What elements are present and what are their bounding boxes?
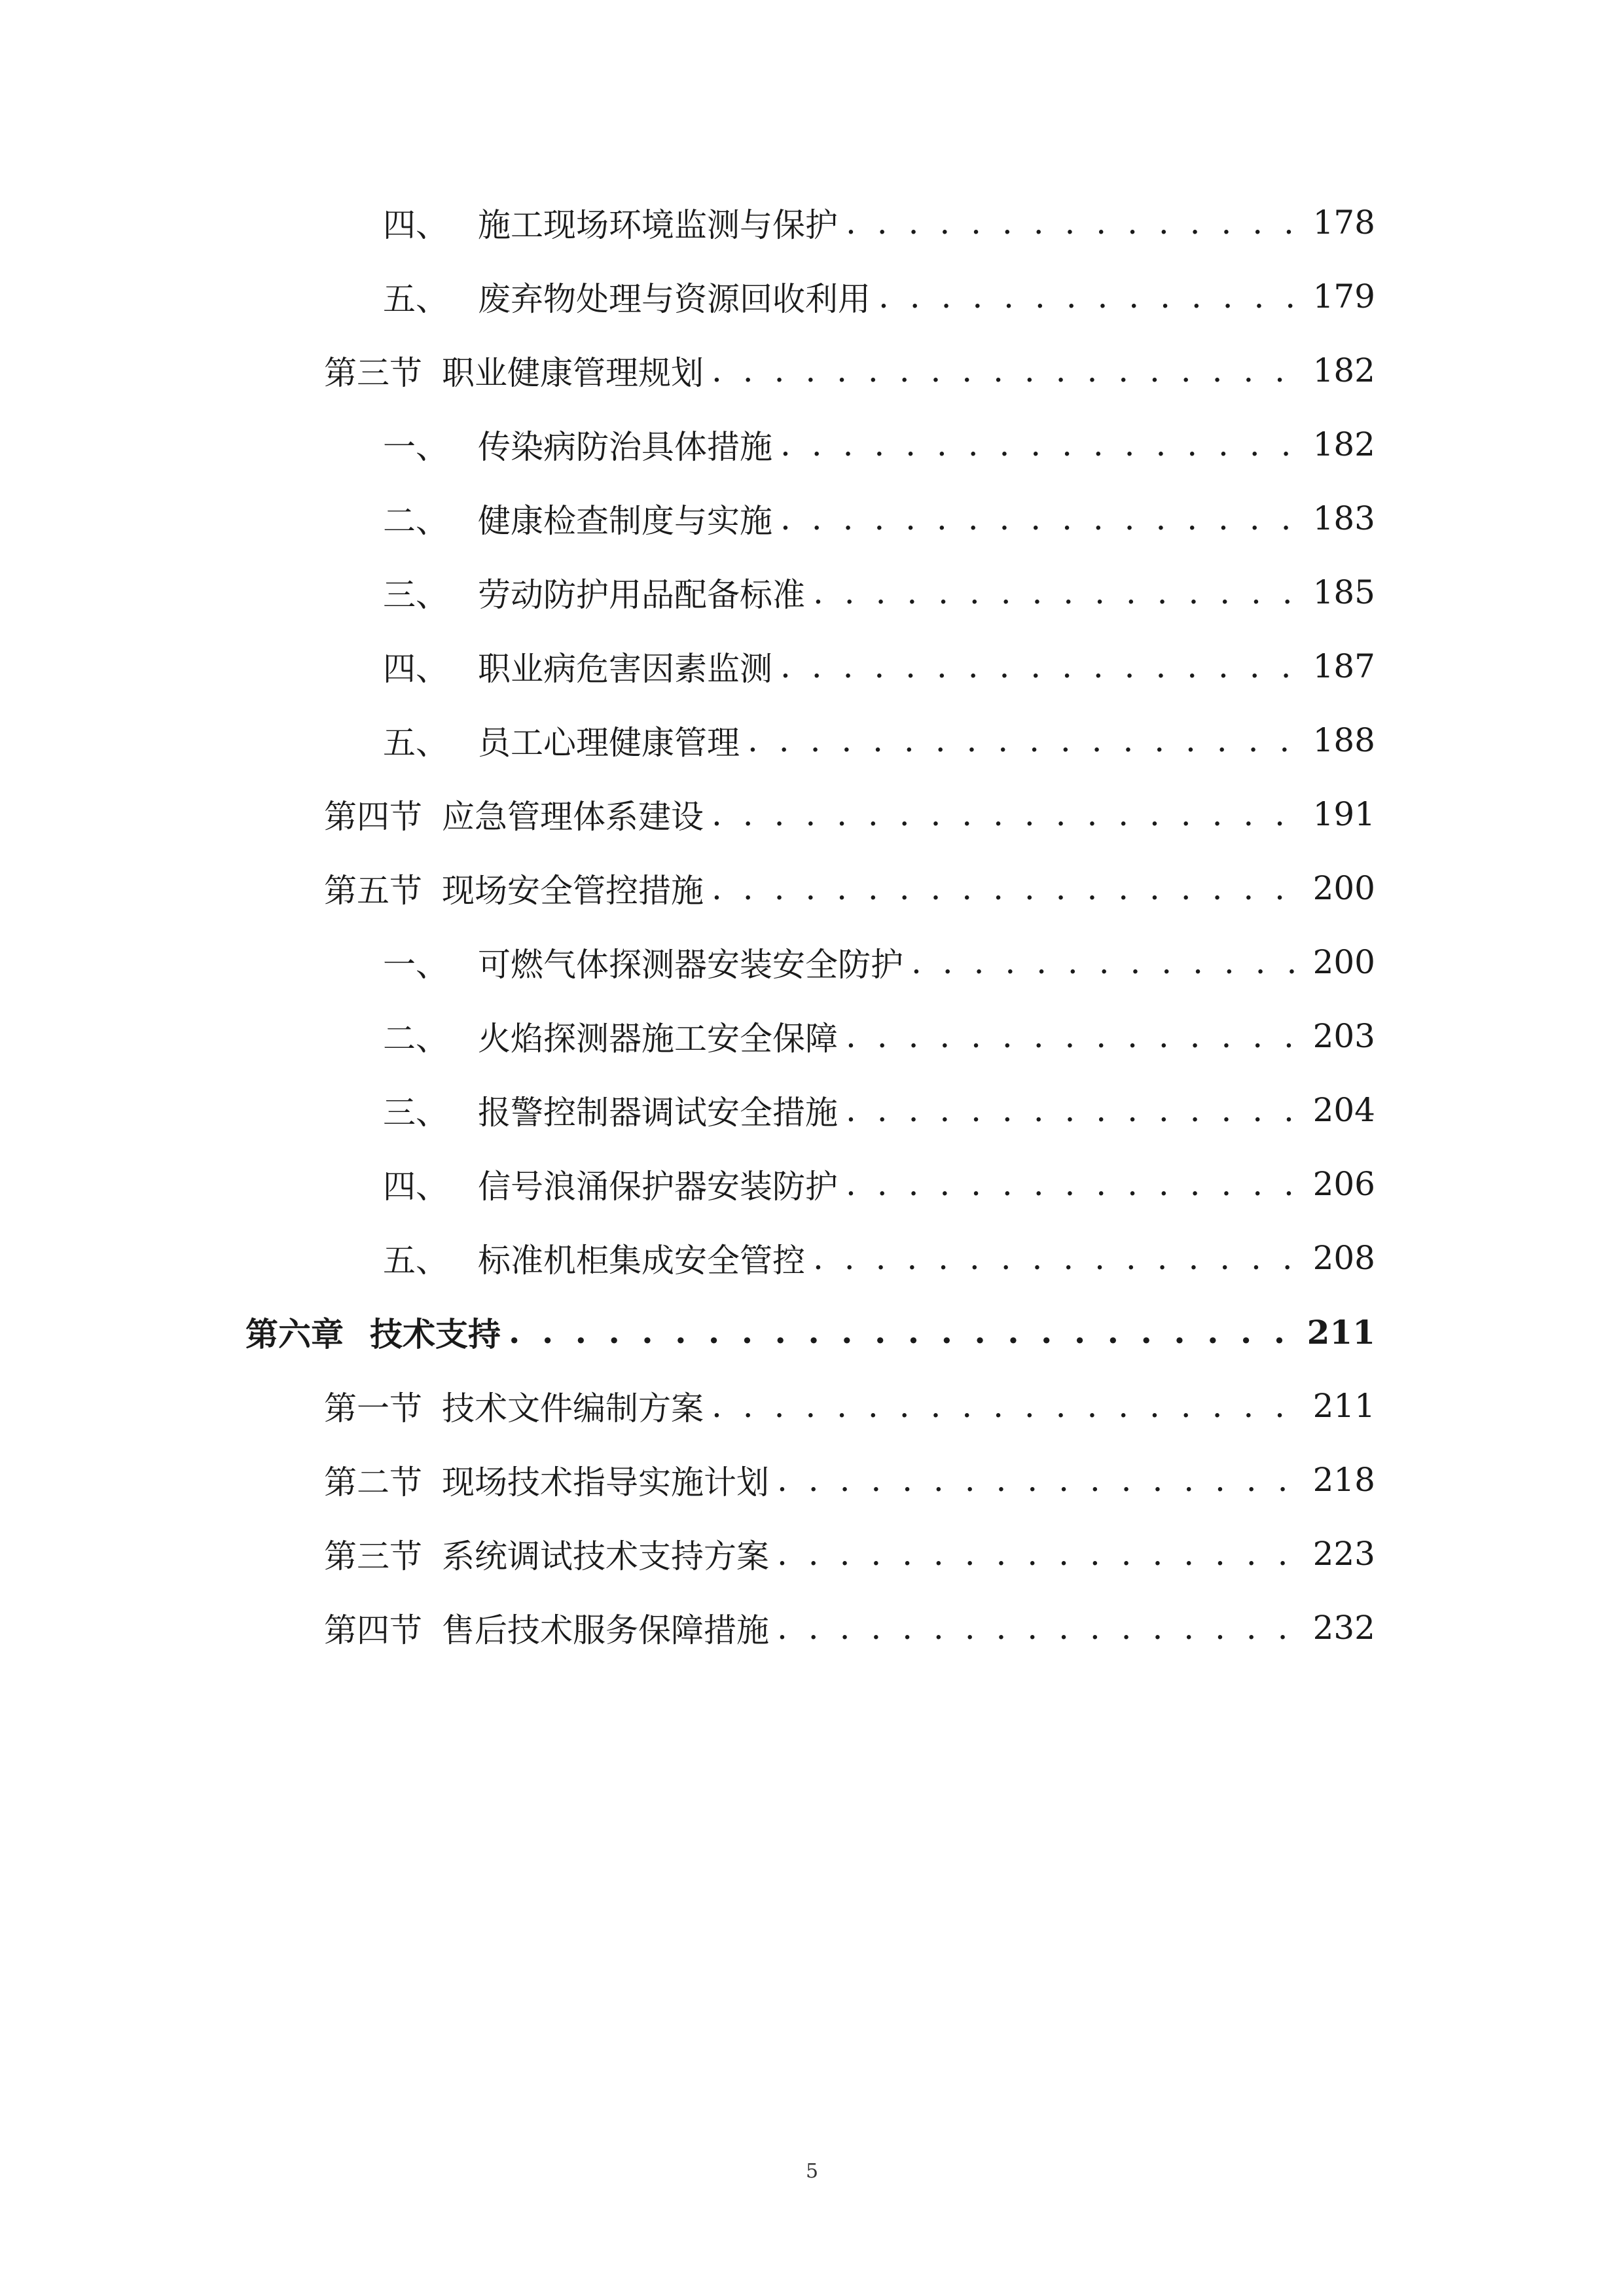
toc-entry-item[interactable] (383, 708, 1375, 773)
dot-leader (777, 1534, 1305, 1573)
toc-page-number: 204 (1312, 1091, 1375, 1129)
toc-page-number: 200 (1312, 943, 1375, 981)
toc-title: 员工心理健康管理 (478, 724, 740, 762)
toc-page-number: 211 (1307, 1312, 1375, 1352)
toc-page-number: 206 (1312, 1165, 1375, 1203)
toc-entry-item[interactable] (383, 486, 1375, 551)
toc-entry-item[interactable] (383, 1077, 1375, 1143)
toc-entry-section[interactable] (324, 338, 1375, 403)
toc-page-number: 223 (1312, 1535, 1375, 1573)
toc-title: 报警控制器调试安全措施 (478, 1094, 838, 1132)
toc-page-number: 203 (1312, 1017, 1375, 1055)
toc-marker: 第三节 (324, 1537, 422, 1575)
toc-page-number: 187 (1312, 647, 1375, 685)
toc-page-number: 188 (1312, 721, 1375, 759)
dot-leader (846, 203, 1305, 242)
toc-title: 废弃物处理与资源回收利用 (478, 280, 871, 318)
toc-entry-item[interactable] (383, 1151, 1375, 1217)
toc-title: 传染病防治具体措施 (478, 428, 772, 466)
toc-marker: 第一节 (324, 1390, 422, 1427)
toc-page-number: 185 (1312, 573, 1375, 611)
toc-marker: 三、 (383, 576, 448, 614)
toc-entry-item[interactable] (383, 1003, 1375, 1069)
toc-entry-section[interactable] (324, 1373, 1375, 1439)
toc-title: 可燃气体探测器安装安全防护 (478, 946, 903, 984)
dot-leader (780, 499, 1305, 538)
toc-marker: 五、 (383, 1242, 448, 1280)
toc-page-number: 232 (1312, 1609, 1375, 1647)
toc-entry-section[interactable] (324, 1447, 1375, 1513)
toc-page-number: 211 (1312, 1387, 1375, 1425)
dot-leader (712, 1386, 1305, 1426)
dot-leader (780, 647, 1305, 686)
dot-leader (712, 795, 1305, 834)
toc-page-number: 208 (1312, 1239, 1375, 1277)
toc-marker: 第六章 (245, 1315, 344, 1354)
dot-leader (777, 1608, 1305, 1647)
toc-marker: 第五节 (324, 872, 422, 910)
page-number-footer: 5 (805, 2160, 819, 2183)
toc-entry-section[interactable] (324, 855, 1375, 921)
toc-entry-section[interactable] (324, 1595, 1375, 1660)
toc-title: 健康检查制度与实施 (478, 502, 772, 540)
dot-leader (712, 869, 1305, 908)
toc-entry-item[interactable] (383, 1225, 1375, 1291)
toc-page-number: 183 (1312, 499, 1375, 537)
toc-entry-item[interactable] (383, 190, 1375, 255)
toc-title: 技术文件编制方案 (442, 1390, 704, 1427)
toc-page-number: 191 (1312, 795, 1375, 833)
toc-page-number: 182 (1312, 425, 1375, 463)
toc-entry-item[interactable] (383, 412, 1375, 477)
toc-title: 职业健康管理规划 (442, 354, 704, 392)
toc-title: 职业病危害因素监测 (478, 650, 772, 688)
toc-title: 劳动防护用品配备标准 (478, 576, 805, 614)
toc-page-number: 218 (1312, 1461, 1375, 1499)
toc-marker: 第三节 (324, 354, 422, 392)
dot-leader (813, 1238, 1305, 1278)
toc-title: 技术支持 (370, 1315, 501, 1354)
dot-leader (878, 277, 1305, 316)
toc-marker: 五、 (383, 280, 448, 318)
toc-title: 系统调试技术支持方案 (442, 1537, 769, 1575)
toc-page-number: 182 (1312, 351, 1375, 389)
dot-leader (813, 573, 1305, 612)
toc-entry-item[interactable] (383, 560, 1375, 625)
dot-leader (846, 1016, 1305, 1056)
toc-marker: 一、 (383, 428, 448, 466)
toc-marker: 第二节 (324, 1463, 422, 1501)
toc-marker: 一、 (383, 946, 448, 984)
toc-marker: 四、 (383, 206, 448, 244)
toc-entry-section[interactable] (324, 781, 1375, 847)
dot-leader (712, 351, 1305, 390)
toc-entry-section[interactable] (324, 1521, 1375, 1587)
toc-marker: 五、 (383, 724, 448, 762)
toc-marker: 二、 (383, 502, 448, 540)
dot-leader (777, 1460, 1305, 1499)
toc-title: 现场技术指导实施计划 (442, 1463, 769, 1501)
toc-marker: 三、 (383, 1094, 448, 1132)
toc-page-number: 200 (1312, 869, 1375, 907)
toc-marker: 四、 (383, 650, 448, 688)
toc-entry-chapter[interactable] (245, 1299, 1375, 1365)
dot-leader (846, 1164, 1305, 1204)
toc-title: 施工现场环境监测与保护 (478, 206, 838, 244)
toc-page-number: 179 (1312, 278, 1375, 315)
toc-title: 信号浪涌保护器安装防护 (478, 1168, 838, 1206)
toc-marker: 二、 (383, 1020, 448, 1058)
toc-title: 售后技术服务保障措施 (442, 1611, 769, 1649)
dot-leader (846, 1090, 1305, 1130)
dot-leader (780, 425, 1305, 464)
toc-marker: 第四节 (324, 798, 422, 836)
toc-title: 火焰探测器施工安全保障 (478, 1020, 838, 1058)
dot-leader (911, 942, 1305, 982)
toc-title: 标准机柜集成安全管控 (478, 1242, 805, 1280)
toc-title: 应急管理体系建设 (442, 798, 704, 836)
toc-marker: 第四节 (324, 1611, 422, 1649)
toc-title: 现场安全管控措施 (442, 872, 704, 910)
toc-entry-item[interactable] (383, 264, 1375, 329)
dot-leader (748, 721, 1305, 760)
toc-entry-item[interactable] (383, 634, 1375, 699)
dot-leader (509, 1312, 1299, 1352)
toc-page-number: 178 (1312, 204, 1375, 242)
toc-entry-item[interactable] (383, 929, 1375, 995)
toc-marker: 四、 (383, 1168, 448, 1206)
